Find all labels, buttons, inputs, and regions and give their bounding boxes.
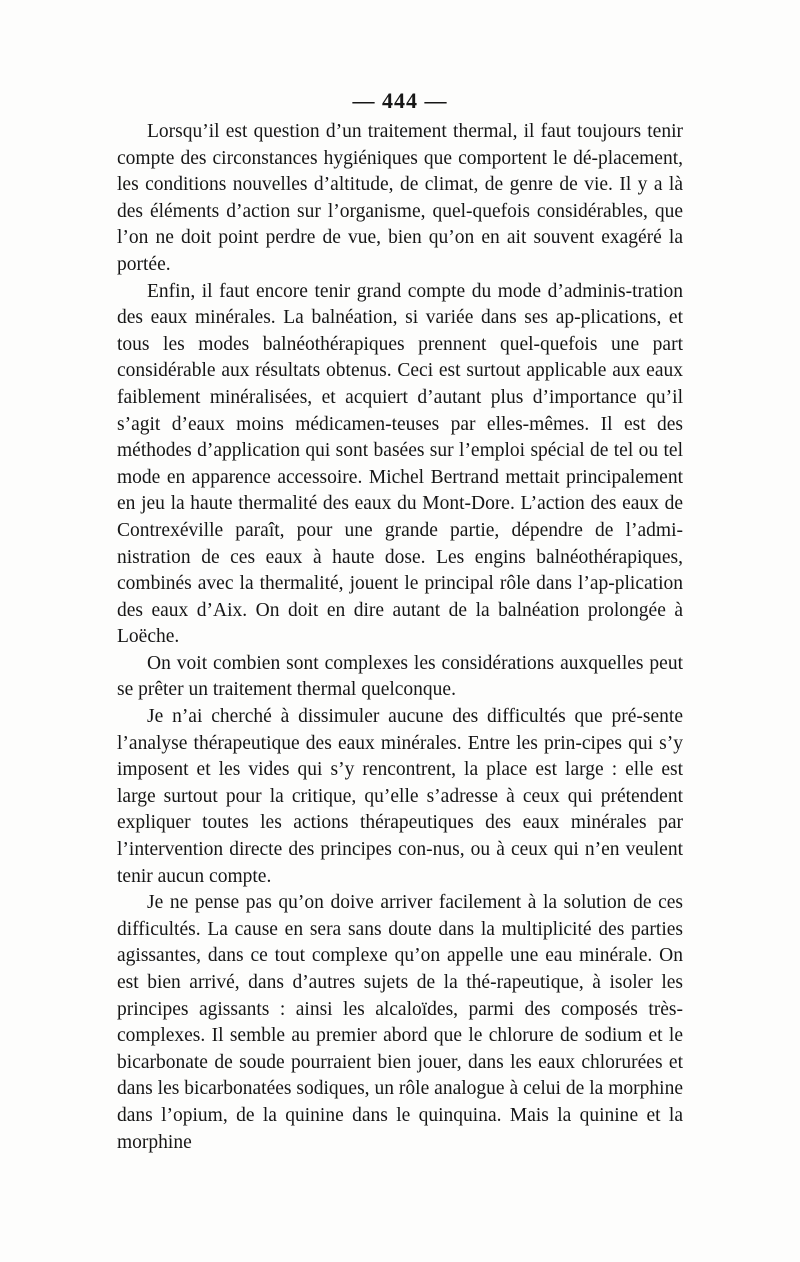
paragraph-3: On voit combien sont complexes les considérations auxquelles peut se prêter un traitement thermal quelconque.: [117, 652, 683, 701]
body-text: [117, 119, 683, 1156]
paragraph-1: Lorsqu’il est question d’un traitement thermal, il faut toujours tenir compte des circonstances hygiéniques que comportent le dé-placement, les conditions nouvelles d’altitude, de climat, de genre de vie. Il y a là des éléments d’action sur l’organisme, quel-quefois considérables, que l’on ne doit point perdre de vue, bien qu’on en ait souvent exagéré la portée.: [117, 121, 683, 275]
paragraph-2: Enfin, il faut encore tenir grand compte du mode d’adminis-tration des eaux minérales. La balnéation, si variée dans ses ap-plications, et tous les modes balnéothérapiques prennent quel-quefois une part considérable aux résultats obtenus. Ceci est surtout applicable aux eaux faiblement minéralisées, et acquiert d’autant plus d’importance qu’il s’agit d’eaux moins médicamen-teuses par elles-mêmes. Il est des méthodes d’application qui sont basées sur l’emploi spécial de tel ou tel mode en apparence accessoire. Michel Bertrand mettait principalement en jeu la haute thermalité des eaux du Mont-Dore. L’action des eaux de Contrexéville paraît, pour une grande partie, dépendre de l’admi-nistration de ces eaux à haute dose. Les engins balnéothérapiques, combinés avec la thermalité, jouent le principal rôle dans l’ap-plication des eaux d’Aix. On doit en dire autant de la balnéation prolongée à Loëche.: [117, 280, 683, 648]
paragraph-5: Je ne pense pas qu’on doive arriver facilement à la solution de ces difficultés. La cause en sera sans doute dans la multiplicité des parties agissantes, dans ce tout complexe qu’on appelle une eau minérale. On est bien arrivé, dans d’autres sujets de la thé-rapeutique, à isoler les principes agissants : ainsi les alcaloïdes, parmi des composés très-complexes. Il semble au premier abord que le chlorure de sodium et le bicarbonate de soude pourraient bien jouer, dans les eaux chlorurées et dans les bicarbonatées sodiques, un rôle analogue à celui de la morphine dans l’opium, de la quinine dans le quinquina. Mais la quinine et la morphine: [117, 892, 683, 1153]
paragraph-4: Je n’ai cherché à dissimuler aucune des difficultés que pré-sente l’analyse thérapeutique des eaux minérales. Entre les prin-cipes qui s’y imposent et les vides qui s’y rencontrent, la place est large : elle est large surtout pour la critique, qu’elle s’adresse à ceux qui prétendent expliquer toutes les actions thérapeutiques des eaux minérales par l’intervention directe des principes con-nus, ou à ceux qui n’en veulent tenir aucun compte.: [117, 706, 683, 887]
page-number: — 444 —: [352, 88, 448, 113]
